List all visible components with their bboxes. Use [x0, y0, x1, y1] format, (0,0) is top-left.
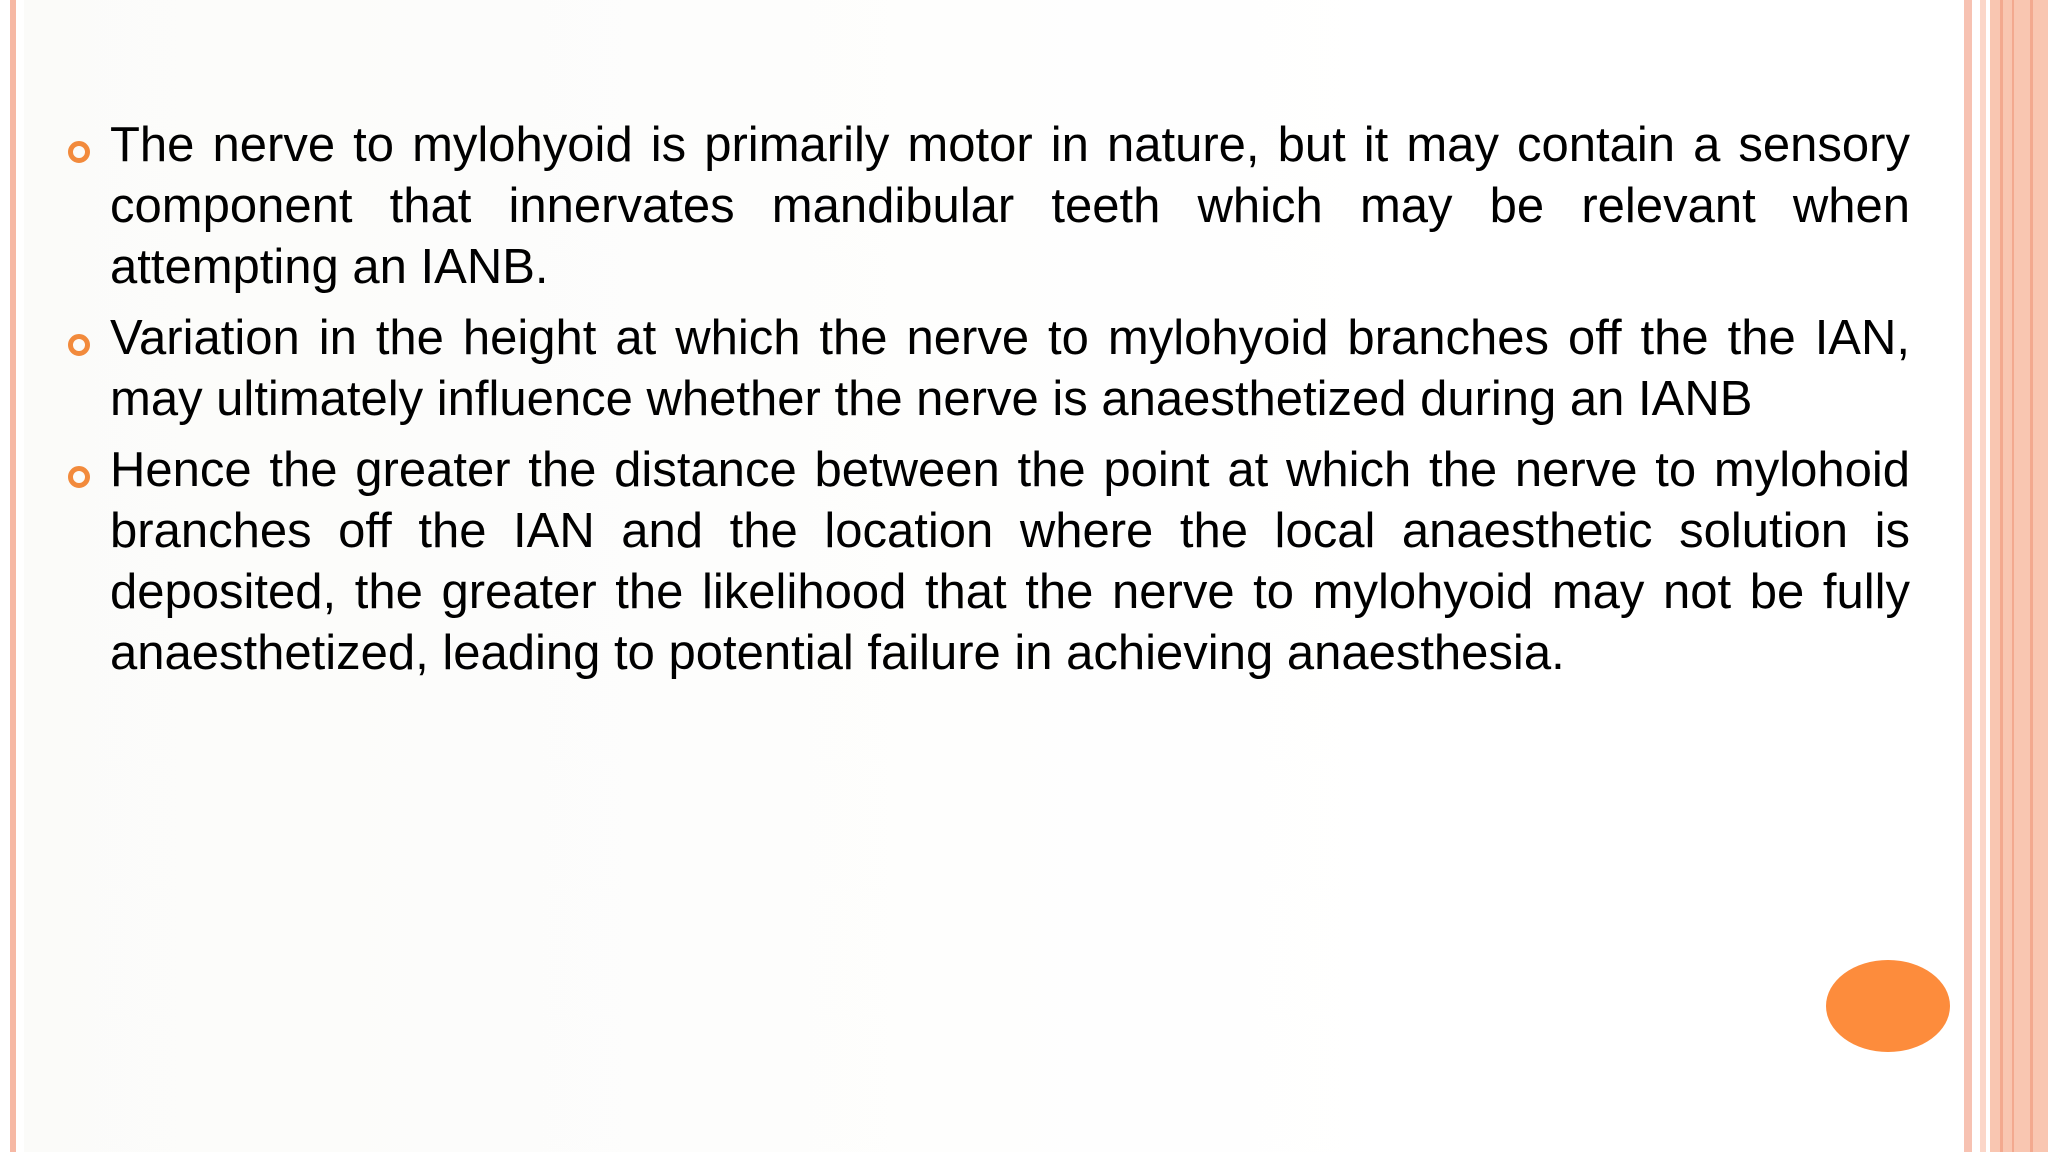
stripe: [2000, 0, 2003, 1152]
hollow-circle-bullet-icon: [68, 334, 90, 356]
bullet-text: Variation in the height at which the nerve to mylohyoid branches off the the IAN, may ultimately influence whether the nerve is anaesthetized during an IANB: [110, 311, 1910, 426]
bullet-item: [60, 308, 1910, 430]
left-border-line: [10, 0, 16, 1152]
stripe: [1964, 0, 1972, 1152]
stripe: [1980, 0, 1986, 1152]
hollow-circle-bullet-icon: [68, 466, 90, 488]
stripe: [1990, 0, 2048, 1152]
bullet-list: [60, 115, 1910, 694]
bullet-item: [60, 440, 1910, 684]
orange-circle-decoration: [1826, 960, 1950, 1052]
stripe: [2012, 0, 2014, 1152]
bullet-text: The nerve to mylohyoid is primarily motor in nature, but it may contain a sensory component that innervates mandibular teeth which may be relevant when attempting an IANB.: [110, 118, 1910, 294]
stripe: [2030, 0, 2033, 1152]
right-decorative-stripes: [1956, 0, 2048, 1152]
hollow-circle-bullet-icon: [68, 141, 90, 163]
bullet-item: [60, 115, 1910, 298]
bullet-text: Hence the greater the distance between the point at which the nerve to mylohoid branches off the IAN and the location where the local anaesthetic solution is deposited, the greater the likelihood that the nerve to mylohyoid may not be fully anaesthetized, leading to potential failure in achieving anaesthesia.: [110, 443, 1910, 680]
left-border-stripe: [0, 0, 24, 1152]
